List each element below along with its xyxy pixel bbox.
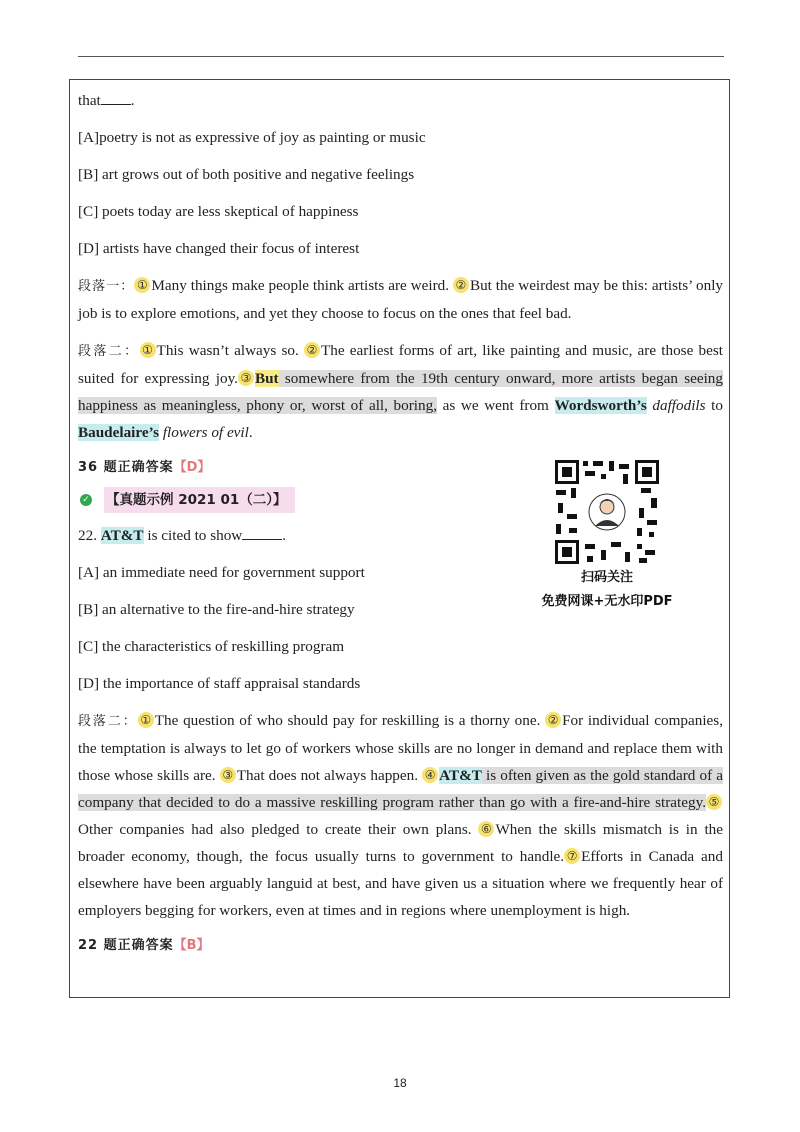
sentence-marker: ③ xyxy=(238,370,254,386)
q36-option-a: [A]poetry is not as expressive of joy as painting or music xyxy=(78,129,426,146)
italic-daffodils: daffodils xyxy=(652,397,706,414)
sentence: That does not always happen. xyxy=(236,767,419,784)
q22-stem-end: . xyxy=(282,527,287,544)
q36-stem-end: . xyxy=(130,92,135,109)
answer-label: 22 题正确答案 xyxy=(78,938,174,953)
paragraph-label: 段落二： xyxy=(78,714,138,729)
answer-label: 36 题正确答案 xyxy=(78,460,174,475)
answer-blank xyxy=(242,527,282,540)
sentence: Other companies had also pledged to create their own plans. xyxy=(78,821,472,838)
sentence: The earliest forms of art, like painting and music, are those best suited for expressing joy. xyxy=(78,342,723,387)
example-tag: 【真题示例 2021 01（二）】 xyxy=(104,487,295,513)
q22-option-a: [A] an immediate need for government support xyxy=(78,564,365,581)
keyword-wordsworth: Wordsworth’s xyxy=(554,397,647,414)
keyword-but: But xyxy=(254,370,279,387)
q22-answer xyxy=(78,934,723,954)
sentence-marker: ⑤ xyxy=(706,794,722,810)
sentence: The question of who should pay for reskilling is a thorny one. xyxy=(154,712,541,729)
paragraph-label: 段落一： xyxy=(78,279,135,294)
sentence: This wasn’t always so. xyxy=(156,342,299,359)
header-rule xyxy=(78,56,724,57)
q36-stem-text: that xyxy=(78,92,101,109)
qr-caption-1: 扫码关注 xyxy=(580,570,633,585)
q36-paragraph-1 xyxy=(78,272,723,327)
qr-code-image[interactable] xyxy=(553,458,661,566)
q22-stem-text: is cited to show xyxy=(143,527,243,544)
sentence: Efforts in Canada and elsewhere have been arguably languid at best, and have given us a situation where we frequently hear of employers begging for workers, even at times and in regions where unemployment is high. xyxy=(78,848,723,919)
sentence-marker: ⑦ xyxy=(564,848,580,864)
sentence-marker: ④ xyxy=(422,767,438,783)
q36-option-c: [C] poets today are less skeptical of happiness xyxy=(78,203,359,220)
q36-paragraph-2 xyxy=(78,337,723,446)
q22-paragraph xyxy=(78,707,723,924)
paragraph-label: 段落二： xyxy=(78,344,140,359)
sentence: When the skills mismatch is in the broader economy, though, the focus usually turns to government to handle. xyxy=(78,821,723,865)
sentence-tail: as we went from xyxy=(437,397,555,414)
qr-code-block xyxy=(537,458,677,614)
answer-letter: 【B】 xyxy=(173,938,210,953)
sentence-marker: ① xyxy=(140,342,156,358)
sentence: Many things make people think artists are weird. xyxy=(151,277,450,294)
highlighted-sentence: is often given as the gold standard of a company that decided to do a massive reskilling program rather than go with a fire-and-hire strategy. xyxy=(78,767,723,811)
q22-option-b: [B] an alternative to the fire-and-hire strategy xyxy=(78,601,355,618)
sentence-marker: ② xyxy=(545,712,561,728)
sentence-end: . xyxy=(248,424,253,441)
italic-flowers-of-evil: flowers of evil xyxy=(162,424,249,441)
keyword-baudelaire: Baudelaire’s xyxy=(78,424,160,441)
sentence: For individual companies, the temptation is always to let go of workers whose skills are no longer in demand and replace them with those whose skills are. xyxy=(78,712,723,784)
sentence-marker: ② xyxy=(453,277,469,293)
qr-caption-2: 免费网课+无水印PDF xyxy=(541,594,673,609)
sentence-marker: ① xyxy=(138,712,154,728)
sentence-marker: ① xyxy=(134,277,150,293)
keyword-att: AT&T xyxy=(100,527,144,544)
answer-blank xyxy=(101,92,131,105)
sentence-marker: ⑥ xyxy=(478,821,494,837)
sentence-marker: ③ xyxy=(220,767,236,783)
answer-letter: 【D】 xyxy=(173,460,211,475)
highlighted-sentence: somewhere from the 19th century onward, more artists began seeing happiness as meaningless, phony or, worst of all, boring, xyxy=(78,370,723,414)
q36-stem xyxy=(78,87,723,114)
check-icon: ✓ xyxy=(80,494,92,506)
q22-number: 22. xyxy=(78,527,101,544)
q22-option-c: [C] the characteristics of reskilling program xyxy=(78,638,345,655)
keyword-att: AT&T xyxy=(439,767,482,784)
q36-option-b: [B] art grows out of both positive and negative feelings xyxy=(78,166,415,183)
q22-option-d: [D] the importance of staff appraisal standards xyxy=(78,675,361,692)
sentence: But the weirdest may be this: artists’ only job is to explore emotions, and yet they choose to focus on the ones that feel bad. xyxy=(78,277,724,322)
page-number: 18 xyxy=(393,1076,407,1090)
sentence-marker: ② xyxy=(304,342,320,358)
connector-text: to xyxy=(705,397,723,414)
q36-option-d: [D] artists have changed their focus of interest xyxy=(78,240,360,257)
